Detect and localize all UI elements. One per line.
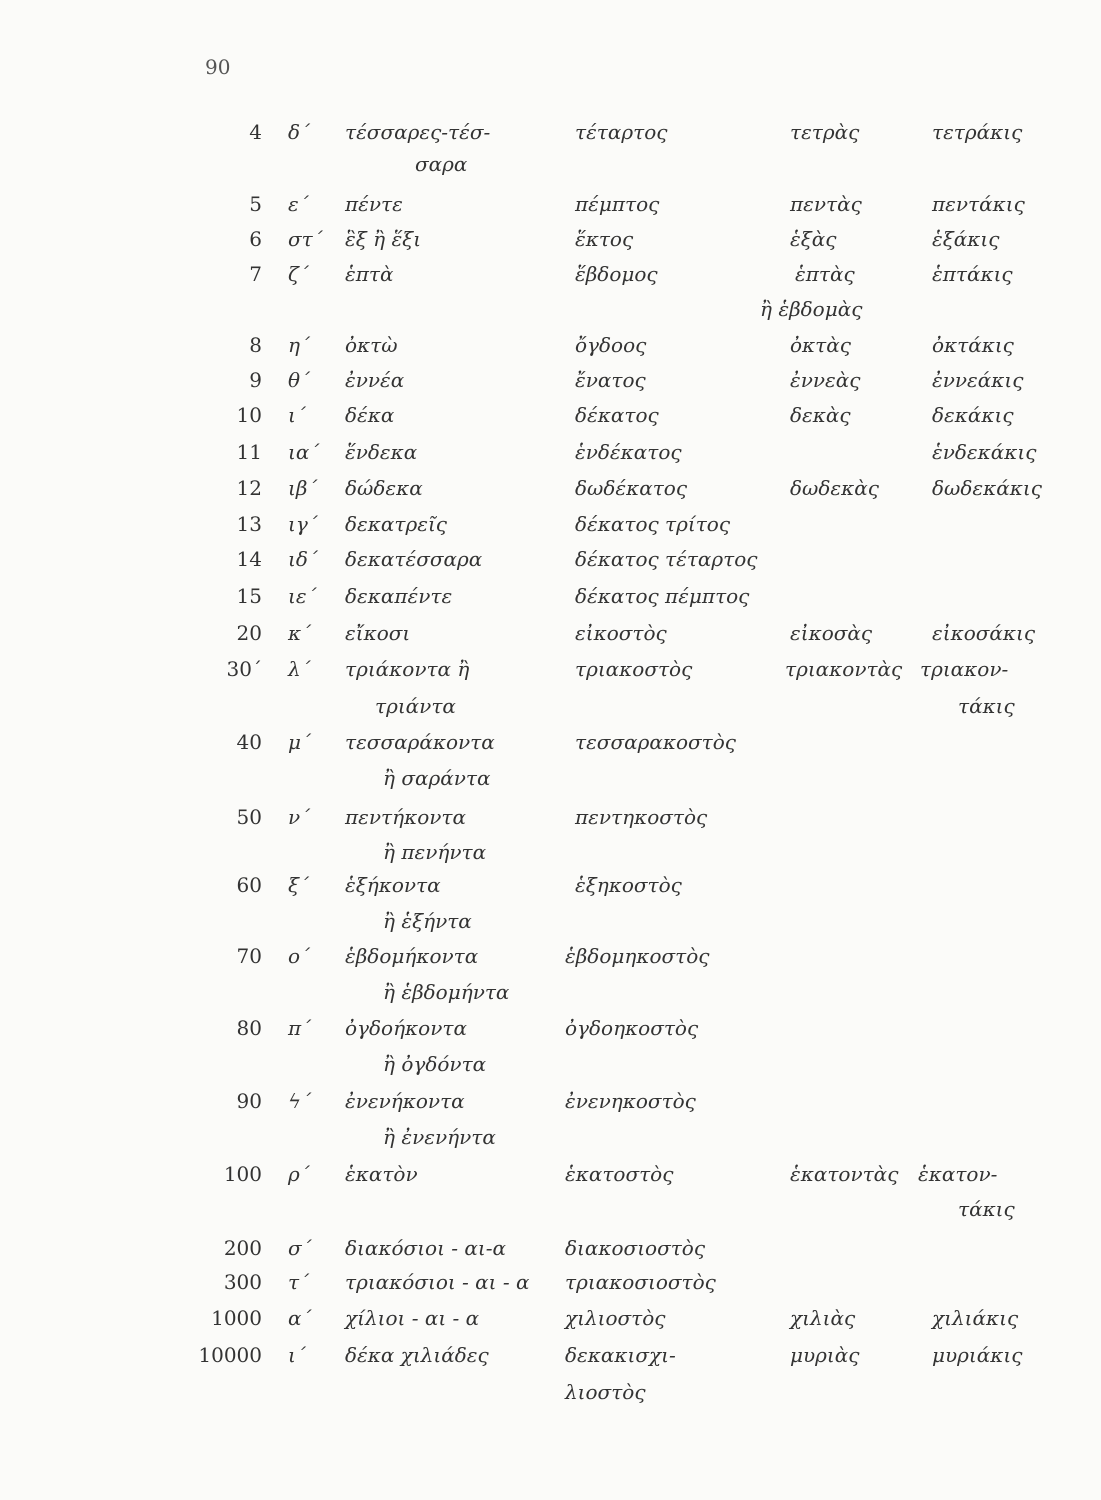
ordinal-word: πέμπτος	[575, 192, 660, 216]
page-number: 90	[205, 55, 231, 79]
collective-noun: εἰκοσὰς	[790, 621, 873, 645]
cardinal-word: δεκαπέντε	[345, 584, 453, 608]
cardinal-word: διακόσιοι - αι-α	[345, 1236, 507, 1260]
greek-numeral-symbol: στ΄	[288, 227, 323, 251]
numeral-value: 4	[249, 120, 262, 144]
cardinal-word: ἑκατὸν	[345, 1162, 418, 1186]
ordinal-word: τεσσαρακοστὸς	[575, 730, 736, 754]
numeral-value: 90	[236, 1089, 262, 1113]
collective-noun: ὀκτὰς	[790, 333, 851, 357]
cardinal-word: ἓξ ἢ ἕξι	[345, 227, 422, 251]
ordinal-word: ὄγδοος	[575, 333, 647, 357]
ordinal-word: πεντηκοστὸς	[575, 805, 708, 829]
cardinal-word: τριακόσιοι - αι - α	[345, 1270, 530, 1294]
ordinal-word: δωδέκατος	[575, 476, 688, 500]
cardinal-word: ἐννέα	[345, 368, 405, 392]
numeral-value: 10000	[198, 1343, 262, 1367]
numeral-value: 10	[236, 403, 262, 427]
ordinal-word: ἔνατος	[575, 368, 646, 392]
collective-noun: δεκὰς	[790, 403, 851, 427]
numeral-value: 30΄	[226, 657, 262, 681]
greek-numeral-symbol: ιε΄	[288, 584, 317, 608]
ordinal-word: δέκατος τέταρτος	[575, 547, 758, 571]
collective-noun: ἑκατοντὰς	[790, 1162, 899, 1186]
ordinal-word: ὀγδοηκοστὸς	[565, 1016, 699, 1040]
multiplicative-adverb: τριακον-	[920, 657, 1009, 681]
numeral-value: 20	[236, 621, 262, 645]
numeral-value: 5	[249, 192, 262, 216]
cardinal-word: δεκατέσσαρα	[345, 547, 483, 571]
multiplicative-adverb: ἑξάκις	[932, 227, 1000, 251]
ordinal-word: τριακοσιοστὸς	[565, 1270, 716, 1294]
collective-noun: τετρὰς	[790, 120, 860, 144]
ordinal-word: δέκατος τρίτος	[575, 512, 731, 536]
numeral-value: 14	[236, 547, 262, 571]
greek-numeral-symbol: ια΄	[288, 440, 320, 464]
cardinal-word: δέκα χιλιάδες	[345, 1343, 489, 1367]
numeral-value: 7	[249, 262, 262, 286]
greek-numeral-symbol: ν΄	[288, 805, 311, 829]
ordinal-word: ἑξηκοστὸς	[575, 873, 682, 897]
cardinal-word: δέκα	[345, 403, 395, 427]
multiplicative-adverb: εἰκοσάκις	[932, 621, 1036, 645]
greek-numeral-symbol: ο΄	[288, 944, 311, 968]
ordinal-word: χιλιοστὸς	[565, 1306, 666, 1330]
cardinal-word-continued: σαρα	[415, 152, 468, 176]
greek-numeral-symbol: ιδ΄	[288, 547, 318, 571]
greek-numeral-symbol: ιβ΄	[288, 476, 318, 500]
cardinal-word: τεσσαράκοντα	[345, 730, 495, 754]
ordinal-word: δέκατος πέμπτος	[575, 584, 750, 608]
multiplicative-adverb-continued: τάκις	[958, 694, 1015, 718]
numeral-value: 70	[236, 944, 262, 968]
greek-numeral-symbol: ζ΄	[288, 262, 309, 286]
ordinal-word: ἕκτος	[575, 227, 634, 251]
collective-noun: χιλιὰς	[790, 1306, 856, 1330]
cardinal-word: ὀκτὼ	[345, 333, 398, 357]
ordinal-word: ἐνενηκοστὸς	[565, 1089, 696, 1113]
numeral-value: 60	[236, 873, 262, 897]
greek-numeral-symbol: ε΄	[288, 192, 309, 216]
cardinal-word: χίλιοι - αι - α	[345, 1306, 480, 1330]
ordinal-word: τέταρτος	[575, 120, 668, 144]
multiplicative-adverb: πεντάκις	[932, 192, 1025, 216]
multiplicative-adverb: μυριάκις	[932, 1343, 1023, 1367]
greek-numeral-symbol: ϟ΄	[288, 1089, 312, 1113]
cardinal-word: ἕνδεκα	[345, 440, 418, 464]
cardinal-word-continued: ἢ ἑβδομήντα	[383, 980, 510, 1004]
cardinal-word-continued: ἢ ὀγδόντα	[383, 1052, 487, 1076]
cardinal-word: πέντε	[345, 192, 403, 216]
cardinal-word: πεντήκοντα	[345, 805, 466, 829]
ordinal-word: τριακοστὸς	[575, 657, 693, 681]
numeral-value: 200	[223, 1236, 262, 1260]
cardinal-word: δώδεκα	[345, 476, 423, 500]
collective-noun: δωδεκὰς	[790, 476, 879, 500]
collective-noun: ἐννεὰς	[790, 368, 861, 392]
greek-numeral-symbol: σ΄	[288, 1236, 312, 1260]
ordinal-word: ἑνδέκατος	[575, 440, 682, 464]
numeral-value: 1000	[211, 1306, 262, 1330]
collective-noun: τριακοντὰς	[785, 657, 903, 681]
numeral-value: 50	[236, 805, 262, 829]
numeral-value: 6	[249, 227, 262, 251]
greek-numeral-symbol: δ΄	[288, 120, 311, 144]
multiplicative-adverb: ὀκτάκις	[932, 333, 1014, 357]
greek-numeral-symbol: π΄	[288, 1016, 312, 1040]
collective-noun: μυριὰς	[790, 1343, 860, 1367]
multiplicative-adverb: ἐννεάκις	[932, 368, 1024, 392]
cardinal-word: εἴκοσι	[345, 621, 411, 645]
multiplicative-adverb: τετράκις	[932, 120, 1023, 144]
cardinal-word: τέσσαρες-τέσ-	[345, 120, 491, 144]
collective-noun: ἑξὰς	[790, 227, 837, 251]
multiplicative-adverb: δωδεκάκις	[932, 476, 1042, 500]
ordinal-word: ἑκατοστὸς	[565, 1162, 674, 1186]
ordinal-word: ἑβδομηκοστὸς	[565, 944, 710, 968]
numeral-value: 100	[223, 1162, 262, 1186]
numeral-value: 15	[236, 584, 262, 608]
numeral-value: 40	[236, 730, 262, 754]
greek-numeral-symbol: ξ΄	[288, 873, 310, 897]
greek-numeral-symbol: κ΄	[288, 621, 312, 645]
greek-numeral-symbol: ρ΄	[288, 1162, 310, 1186]
numeral-value: 11	[236, 440, 262, 464]
ordinal-word: δεκακισχι-	[565, 1343, 676, 1367]
ordinal-word-continued: λιοστὸς	[565, 1380, 646, 1404]
numeral-value: 9	[249, 368, 262, 392]
cardinal-word-continued: τριάντα	[375, 694, 456, 718]
cardinal-word: τριάκοντα ἢ	[345, 657, 470, 681]
collective-noun: πεντὰς	[790, 192, 862, 216]
greek-numeral-symbol: η΄	[288, 333, 310, 357]
multiplicative-adverb: δεκάκις	[932, 403, 1014, 427]
cardinal-word: ἑπτὰ	[345, 262, 394, 286]
greek-numeral-symbol: λ΄	[288, 657, 311, 681]
ordinal-word: εἰκοστὸς	[575, 621, 667, 645]
multiplicative-adverb: ἑνδεκάκις	[932, 440, 1037, 464]
ordinal-word: ἕβδομος	[575, 262, 658, 286]
greek-numeral-symbol: ι΄	[288, 1343, 306, 1367]
numeral-value: 300	[223, 1270, 262, 1294]
numeral-value: 8	[249, 333, 262, 357]
cardinal-word: δεκατρεῖς	[345, 512, 447, 536]
multiplicative-adverb: ἑκατον-	[918, 1162, 998, 1186]
cardinal-word-continued: ἢ πενήντα	[383, 840, 487, 864]
collective-noun: ἑπτὰς	[795, 262, 855, 286]
greek-numeral-symbol: α΄	[288, 1306, 312, 1330]
multiplicative-adverb-continued: τάκις	[958, 1197, 1015, 1221]
ordinal-word: δέκατος	[575, 403, 659, 427]
greek-numeral-symbol: μ΄	[288, 730, 311, 754]
collective-noun-alt: ἢ ἑβδομὰς	[760, 297, 863, 321]
greek-numeral-symbol: θ΄	[288, 368, 311, 392]
cardinal-word: ἑξήκοντα	[345, 873, 441, 897]
greek-numeral-symbol: τ΄	[288, 1270, 310, 1294]
greek-numeral-symbol: ι΄	[288, 403, 306, 427]
multiplicative-adverb: ἑπτάκις	[932, 262, 1013, 286]
cardinal-word-continued: ἢ ἐνενήντα	[383, 1125, 496, 1149]
numeral-value: 12	[236, 476, 262, 500]
greek-numeral-symbol: ιγ΄	[288, 512, 318, 536]
cardinal-word-continued: ἢ σαράντα	[383, 766, 491, 790]
cardinal-word: ἐνενήκοντα	[345, 1089, 465, 1113]
multiplicative-adverb: χιλιάκις	[932, 1306, 1019, 1330]
ordinal-word: διακοσιοστὸς	[565, 1236, 706, 1260]
cardinal-word-continued: ἢ ἑξήντα	[383, 909, 472, 933]
numeral-value: 80	[236, 1016, 262, 1040]
numeral-value: 13	[236, 512, 262, 536]
cardinal-word: ἑβδομήκοντα	[345, 944, 479, 968]
cardinal-word: ὀγδοήκοντα	[345, 1016, 467, 1040]
